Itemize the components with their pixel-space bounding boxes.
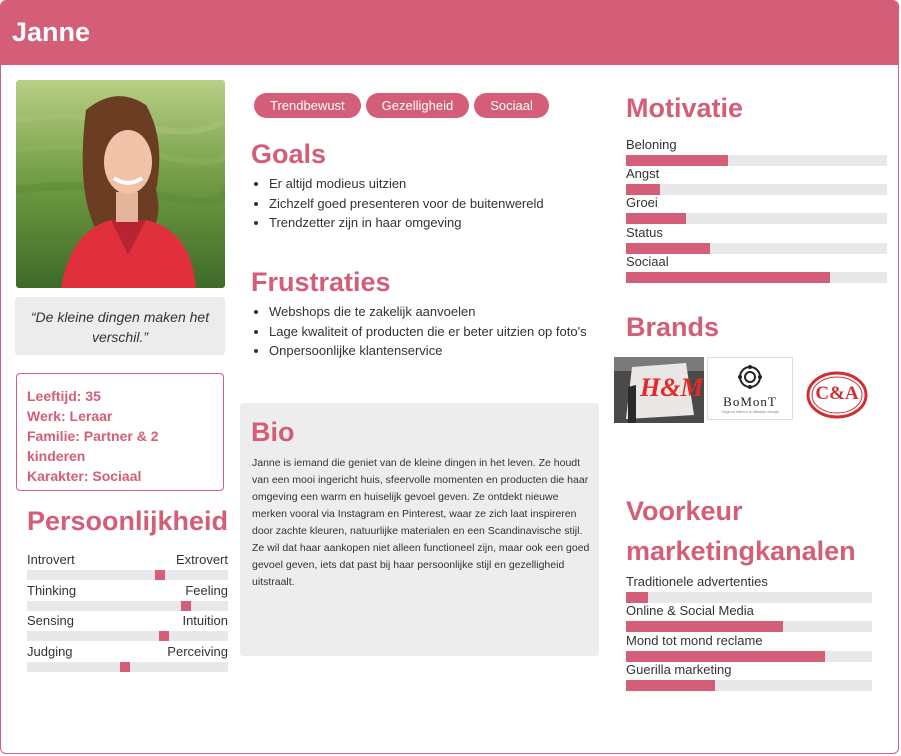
frustrations-list [253,302,589,361]
scale-left-label: Thinking [27,582,77,598]
brands-title: Brands [626,312,720,342]
header-bar [1,1,898,65]
channel-label: Guerilla marketing [626,661,732,677]
channels-title-line: Voorkeur [626,496,743,526]
tag: Gezelligheid [366,93,470,118]
bio-panel [240,403,599,656]
scale-right-label: Intuition [182,613,228,628]
info-age: Leeftijd: 35 [27,388,101,404]
brand-hm [614,357,704,423]
scale-marker [159,631,169,641]
motivation-track [626,272,887,283]
motivation-fill [626,272,830,283]
bio-paragraph: Janne is iemand die geniet van de kleine dingen in het leven. Ze houdt van een mooi ingericht huis, sfeervolle momenten en producten die haar omgeving een warm en huiselijk gevoel geven. Ze ontdekt nieuwe merken vooral via Instagram en Pinterest, waar ze zich laat inspireren door zachte kleuren, natuurlijke materialen en een Scandinavische stijl. [252,457,589,537]
channel-fill [626,651,825,662]
channel-track [626,680,872,691]
brand-ca [806,371,868,419]
motivation-fill [626,243,710,254]
info-character: Karakter: Sociaal [27,468,142,484]
channel-fill [626,592,648,603]
motivation-label: Groei [626,195,658,211]
motivation-fill [626,155,728,166]
hm-logo-text: H&M [640,373,704,402]
motivation-fill [626,213,686,224]
ca-logo-text: C&A [815,383,859,404]
motivation-track [626,155,887,166]
channel-label: Traditionele advertenties [626,574,768,589]
motivation-fill [626,184,660,195]
channel-label: Online & Social Media [626,603,754,619]
list-item: • Webshops die te zakelijk aanvoelen [269,302,589,322]
scale-left-label: Sensing [27,613,74,628]
channels-title-line: marketingkanalen [626,536,856,566]
persona-quote: “De kleine dingen maken het verschil.” [15,297,225,355]
persona-name: Janne [12,17,91,47]
personality-title: Persoonlijkheid [27,506,229,536]
channel-track [626,651,872,662]
bomont-logo-icon [737,364,763,390]
list-item: • Zichzelf goed presenteren voor de buitenwereld [269,194,609,214]
scale-track [27,601,228,611]
goals-title: Goals [251,139,327,169]
scale-right-label: Extrovert [175,552,228,567]
bio-title: Bio [251,417,295,447]
tag: Sociaal [474,93,549,118]
brand-bomont [707,357,793,420]
channel-track [626,592,872,603]
list-item: • Er altijd modieus uitzien [269,174,609,194]
list-item: • Trendzetter zijn in haar omgeving [269,213,609,233]
info-family: Familie: Partner & 2 kinderen [27,428,159,464]
frustrations-title: Frustraties [251,267,391,297]
bomont-logo-text: BoMonT [723,394,777,409]
motivation-title: Motivatie [626,93,744,123]
motivation-label: Status [626,224,663,240]
motivation-track [626,243,887,254]
motivation-label: Sociaal [626,253,669,269]
channel-track [626,621,872,632]
scale-marker [181,601,191,611]
motivation-label: Angst [626,166,660,182]
scale-marker [155,570,165,580]
bio-paragraph: Ze wil dat haar aankopen niet alleen functioneel zijn, maar ook een goed gevoel geven, iets dat past bij haar persoonlijke stijl en gezelligheid uitstraalt. [252,542,590,588]
channel-fill [626,621,783,632]
list-item: • Onpersoonlijke klantenservice [269,341,589,361]
scale-left-label: Judging [27,643,73,659]
bomont-logo-subtext: Original interior & lifestyle design [720,409,780,414]
channel-label: Mond tot mond reclame [626,632,763,648]
scale-right-label: Feeling [185,582,228,598]
scale-left-label: Introvert [27,552,75,567]
scale-right-label: Perceiving [167,643,228,659]
channels-title [626,491,856,571]
channel-fill [626,680,715,691]
scale-marker [120,662,130,672]
motivation-track [626,184,887,195]
persona-photo [16,80,225,288]
tag: Trendbewust [254,93,361,118]
persona-info-box [16,373,224,491]
scale-track [27,662,228,672]
tag-list [254,93,554,118]
list-item: • Lage kwaliteit of producten die er beter uitzien op foto's [269,322,589,342]
scale-track [27,631,228,641]
motivation-track [626,213,887,224]
info-work: Werk: Leraar [27,408,113,424]
scale-track [27,570,228,580]
motivation-label: Beloning [626,137,677,152]
bio-text [252,455,590,591]
goals-list [253,174,609,233]
